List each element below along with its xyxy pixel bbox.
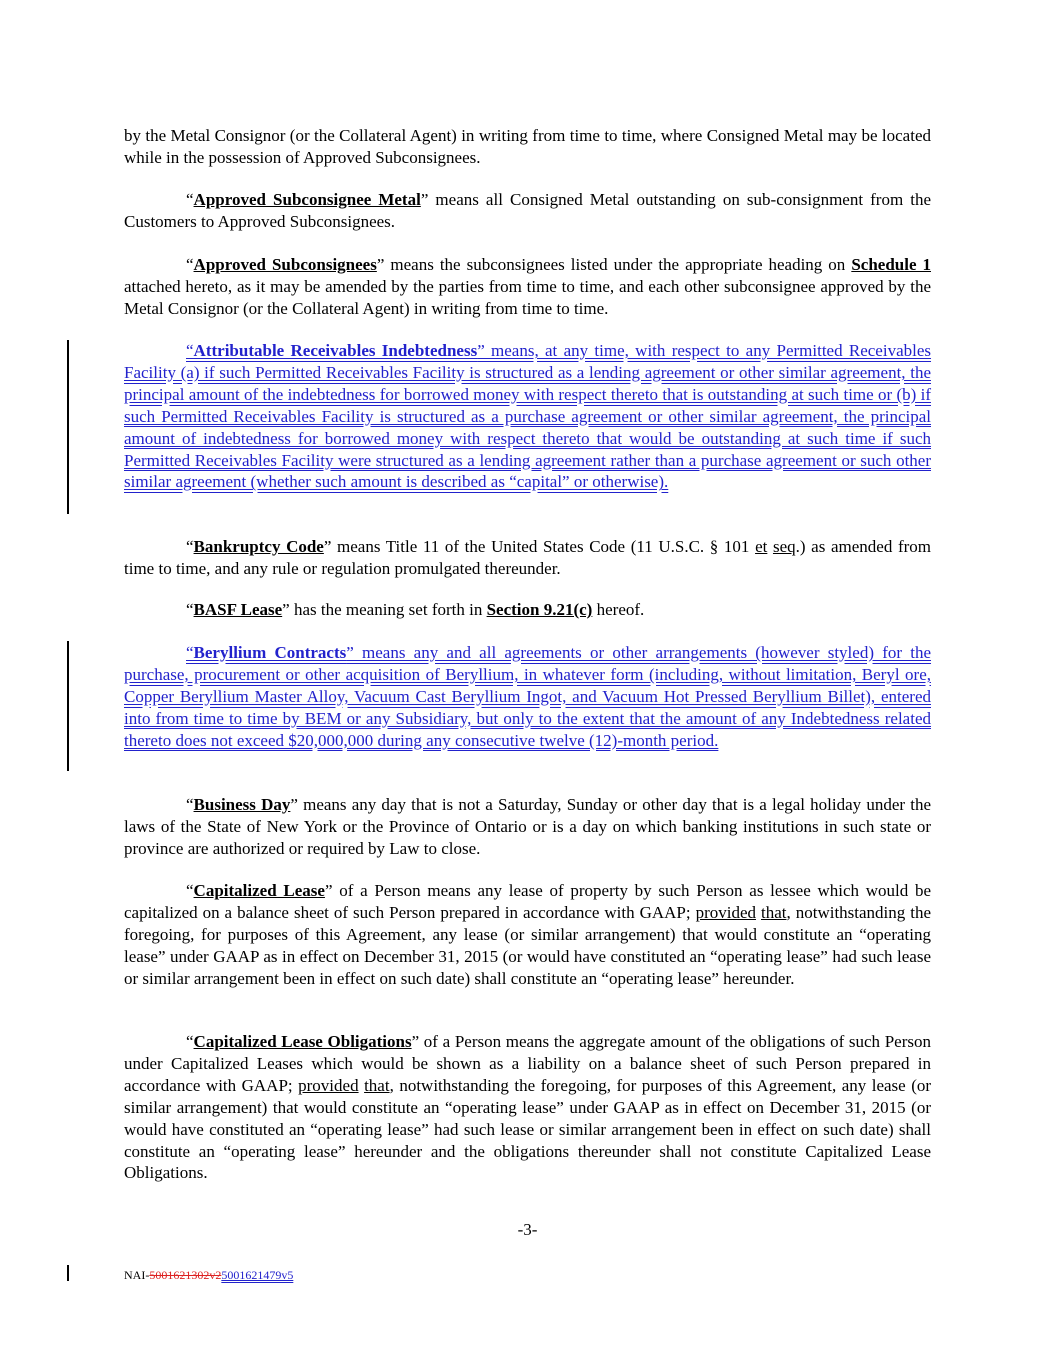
defined-term: Capitalized Lease Obligations	[193, 1032, 412, 1051]
change-bar	[67, 641, 69, 771]
definition-basf-lease: “BASF Lease” has the meaning set forth in Section 9.21(c) hereof.	[186, 600, 645, 619]
definition-beryllium-contracts: “Beryllium Contracts” means any and all agreements or other arrangements (however styled) for the purchase, procurement or other acquisition of Beryllium, in whatever form (including, without limitation, Beryl ore, Copper Beryllium Master Alloy, Vacuum Cast Beryllium Ingot, and Vacuum Hot Pressed Beryllium Billet), entered into from time to time by BEM or any Subsidiary, but only to the extent that the amount of any Indebtedness related thereto does not exceed $20,000,000 during any consecutive twelve (12)-month period.	[124, 643, 932, 750]
page-number: -3-	[517, 1220, 538, 1239]
defined-term: Capitalized Lease	[193, 881, 325, 900]
defined-term: Approved Subconsignee Metal	[193, 190, 421, 209]
section-reference: Section 9.21(c)	[486, 600, 593, 619]
definition-attributable-receivables-indebtedness: “Attributable Receivables Indebtedness” means, at any time, with respect to any Permitted Receivables Facility (a) if such Permitted Receivables Facility is structured as a lending agreement or other similar agreement, the principal amount of the indebtedness for borrowed money with respect thereto that is outstanding at such time or (b) if such Permitted Receivables Facility is structured as a purchase agreement or other similar agreement, the principal amount of indebtedness for borrowed money with respect thereto that would be outstanding at such time if such Permitted Receivables Facility were structured as a lending agreement rather than a purchase agreement or such other similar agreement (whether such amount is described as “capital” or otherwise).	[124, 341, 932, 492]
added-doc-number: 5001621479v5	[221, 1268, 294, 1282]
definition-approved-subconsignees: “Approved Subconsignees” means the subconsignees listed under the appropriate heading on Schedule 1 attached hereto, as it may be amended by the parties from time to time, and each other subconsignee approved by the Metal Consignor (or the Collateral Agent) in writing from time to time.	[124, 255, 931, 318]
change-bar	[67, 1265, 69, 1281]
definition-approved-subconsignee-metal: “Approved Subconsignee Metal” means all Consigned Metal outstanding on sub-consignment from the Customers to Approved Subconsignees.	[124, 190, 932, 231]
defined-term: BASF Lease	[193, 600, 283, 619]
defined-term: Attributable Receivables Indebtedness	[193, 341, 478, 360]
defined-term: Business Day	[193, 795, 291, 814]
document-id: NAI-5001621302v25001621479v5	[124, 1268, 294, 1282]
definition-capitalized-lease-obligations: “Capitalized Lease Obligations” of a Person means the aggregate amount of the obligations of such Person under Capitalized Leases which would be shown as a liability on a balance sheet of such Person prepared in accordance with GAAP; provided that, notwithstanding the foregoing, for purposes of this Agreement, any lease (or similar arrangement) that would constitute an “operating lease” under GAAP as in effect on December 31, 2015 (or would have constituted an “operating lease” had such lease or similar arrangement been in effect on such date) shall constitute an “operating lease” hereunder and the obligations thereunder shall not constitute Capitalized Lease Obligations.	[124, 1032, 932, 1183]
defined-term: Beryllium Contracts	[193, 643, 347, 662]
defined-term: Bankruptcy Code	[193, 537, 324, 556]
defined-term: Approved Subconsignees	[193, 255, 377, 274]
definition-bankruptcy-code: “Bankruptcy Code” means Title 11 of the United States Code (11 U.S.C. § 101 et seq.) as amended from time to time, and any rule or regulation promulgated thereunder.	[124, 537, 931, 578]
schedule-reference: Schedule 1	[851, 255, 931, 274]
definition-capitalized-lease: “Capitalized Lease” of a Person means any lease of property by such Person as lessee which would be capitalized on a balance sheet of such Person prepared in accordance with GAAP; provided that, notwithstanding the foregoing, for purposes of this Agreement, any lease (or similar arrangement) that would constitute an “operating lease” under GAAP as in effect on December 31, 2015 (or would have constituted an “operating lease” had such lease or similar arrangement been in effect on such date) shall constitute an “operating lease” hereunder.	[124, 881, 932, 988]
definition-business-day: “Business Day” means any day that is not a Saturday, Sunday or other day that is a legal holiday under the laws of the State of New York or the Province of Ontario or is a day on which banking institutions in such state or province are authorized or required by Law to close.	[124, 795, 932, 858]
deleted-doc-number: 5001621302v2	[149, 1268, 222, 1282]
paragraph-continuation: by the Metal Consignor (or the Collateral Agent) in writing from time to time, where Consigned Metal may be located while in the possession of Approved Subconsignees.	[124, 126, 931, 167]
change-bar	[67, 340, 69, 514]
